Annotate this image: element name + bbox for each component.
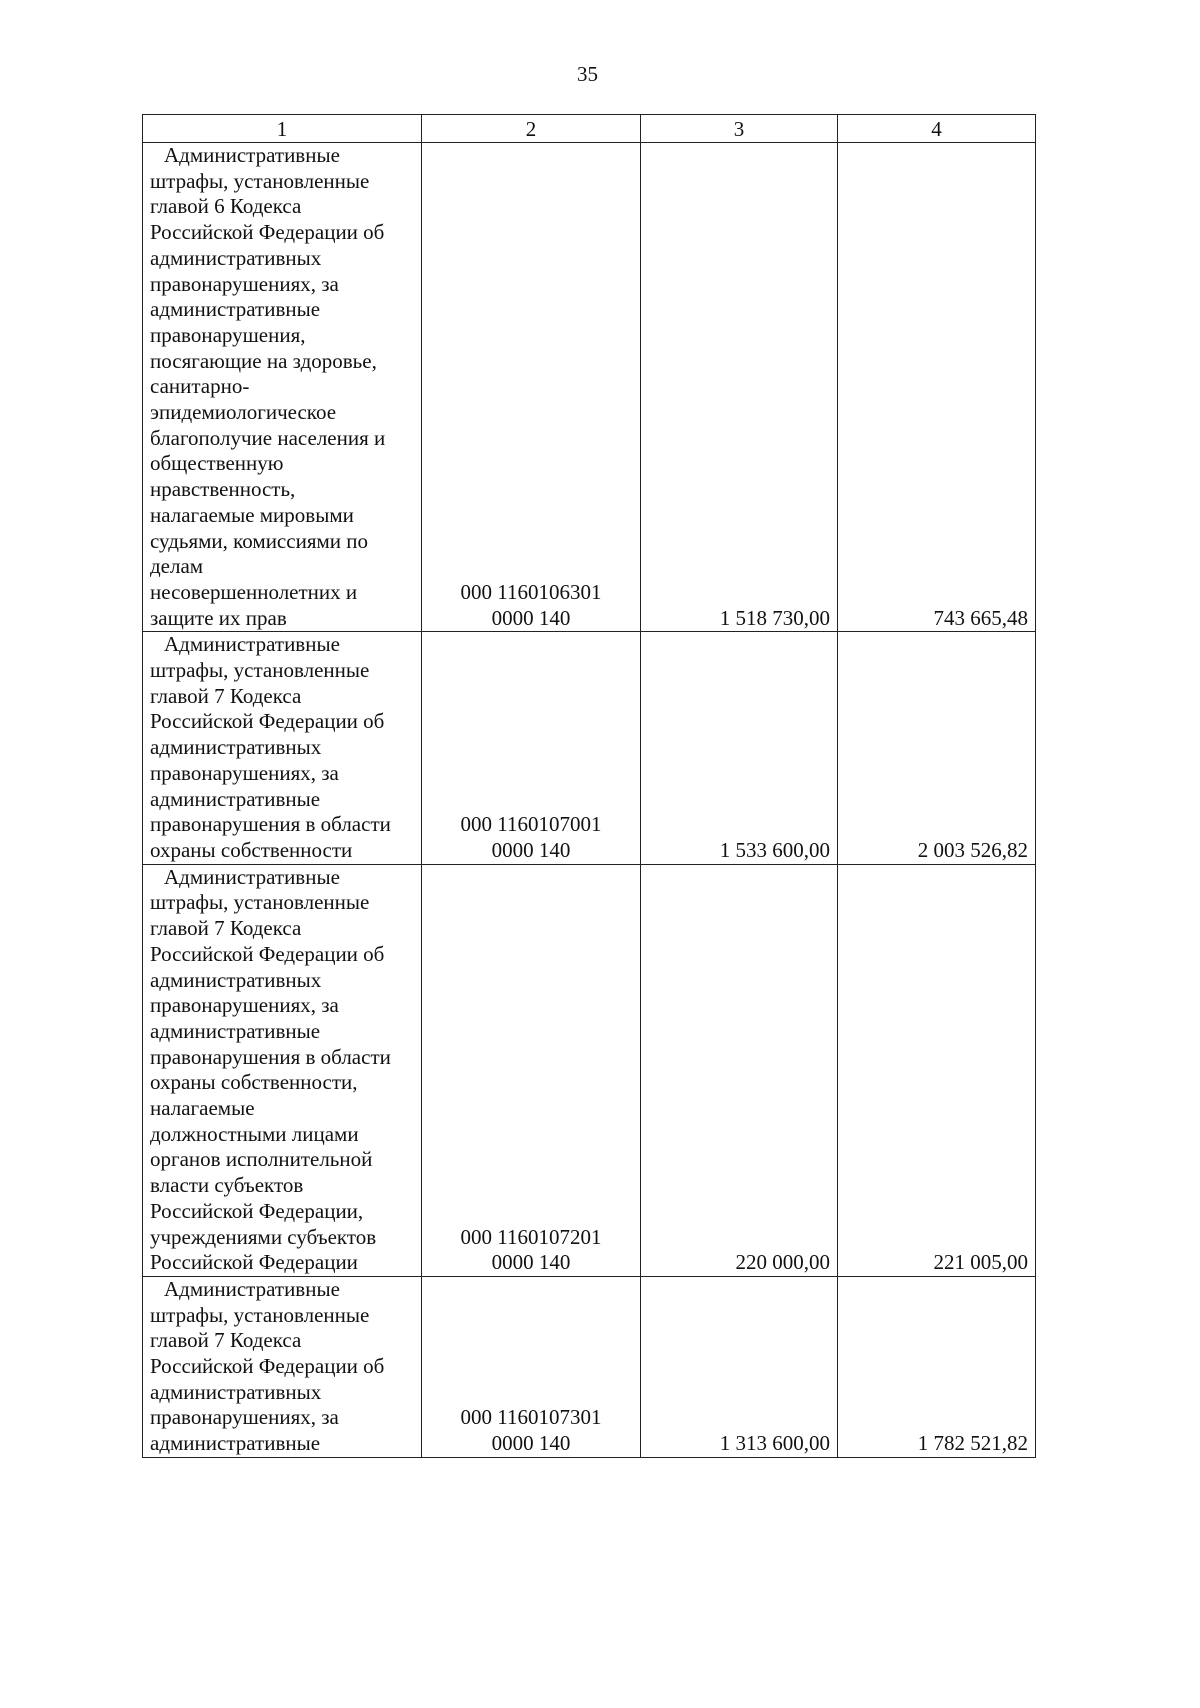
column-header-4: 4 (838, 115, 1036, 143)
revenue-name-line: Административные (164, 632, 340, 657)
revenue-name-line: главой 7 Кодекса (150, 916, 302, 941)
revenue-name-line: правонарушения в области (150, 812, 391, 837)
revenue-name-line: правонарушениях, за (150, 993, 339, 1018)
revenue-name-line: главой 7 Кодекса (150, 1328, 302, 1353)
revenue-name-line: правонарушения в области (150, 1044, 391, 1069)
budget-code-line: 0000 140 (491, 605, 571, 630)
revenue-name-line: штрафы, установленные (150, 1302, 370, 1327)
revenue-name-line: Российской Федерации об (150, 709, 385, 734)
revenue-name-line: налагаемые (150, 1096, 255, 1121)
revenue-name-line: органов исполнительной (150, 1147, 373, 1172)
amount-col4-cell: 743 665,48 (838, 143, 1036, 632)
revenue-name-line: Российской Федерации об (150, 1354, 385, 1379)
revenue-name-line: административных (150, 967, 322, 992)
budget-code-cell (422, 632, 641, 864)
revenue-name-line: благополучие населения и (150, 425, 386, 450)
revenue-name-line: охраны собственности (150, 837, 353, 862)
revenue-name-line: правонарушениях, за (150, 1405, 339, 1430)
revenue-table (142, 114, 1036, 1458)
table-row (143, 632, 1036, 864)
revenue-name-line: правонарушениях, за (150, 760, 339, 785)
budget-code-line: 000 1160106301 (460, 579, 602, 604)
revenue-name-cell (143, 143, 422, 632)
revenue-name-line: административные (150, 786, 321, 811)
revenue-name-line: административных (150, 245, 322, 270)
revenue-name-line: Российской Федерации об (150, 220, 385, 245)
revenue-name-line: посягающие на здоровье, (150, 348, 377, 373)
revenue-name-line: несовершеннолетних и (150, 579, 358, 604)
table-row (143, 143, 1036, 632)
revenue-name-line: административные (150, 1018, 321, 1043)
revenue-name-line: административные (150, 297, 321, 322)
column-header-1: 1 (143, 115, 422, 143)
budget-code-line: 0000 140 (491, 1250, 571, 1275)
revenue-name-cell (143, 1276, 422, 1457)
revenue-name-line: Административные (164, 864, 340, 889)
revenue-name-line: Российской Федерации, (150, 1198, 364, 1223)
budget-code-cell (422, 864, 641, 1276)
revenue-name-line: правонарушения, (150, 322, 306, 347)
table-row (143, 864, 1036, 1276)
revenue-name-line: Российской Федерации об (150, 941, 385, 966)
revenue-name-line: Административные (164, 143, 340, 167)
budget-code-line: 0000 140 (491, 1431, 571, 1456)
revenue-name-line: Административные (164, 1276, 340, 1301)
revenue-name-line: главой 6 Кодекса (150, 194, 302, 219)
budget-code-line: 000 1160107001 (460, 812, 602, 837)
table-header-row (143, 115, 1036, 143)
revenue-name-line: налагаемые мировыми (150, 502, 354, 527)
budget-code-line: 000 1160107301 (460, 1405, 602, 1430)
revenue-name-line: делам (150, 554, 204, 579)
revenue-name-line: правонарушениях, за (150, 271, 339, 296)
revenue-name-line: штрафы, установленные (150, 168, 370, 193)
revenue-name-line: главой 7 Кодекса (150, 683, 302, 708)
amount-col3-cell: 1 313 600,00 (641, 1276, 838, 1457)
revenue-name-line: должностными лицами (150, 1121, 359, 1146)
table-body (143, 143, 1036, 1458)
page-number: 35 (577, 62, 598, 86)
revenue-name-line: охраны собственности, (150, 1070, 358, 1095)
revenue-name-cell (143, 864, 422, 1276)
revenue-name-line: санитарно- (150, 374, 250, 399)
budget-code-line: 0000 140 (491, 837, 571, 862)
revenue-name-cell (143, 632, 422, 864)
revenue-name-line: учреждениями субъектов (150, 1224, 377, 1249)
revenue-name-line: общественную (150, 451, 284, 476)
revenue-name-line: судьями, комиссиями по (150, 528, 368, 553)
amount-col4-cell: 2 003 526,82 (838, 632, 1036, 864)
revenue-name-line: штрафы, установленные (150, 890, 370, 915)
amount-col4-cell: 221 005,00 (838, 864, 1036, 1276)
amount-col3-cell: 220 000,00 (641, 864, 838, 1276)
column-header-2: 2 (422, 115, 641, 143)
table-row (143, 1276, 1036, 1457)
revenue-name-line: защите их прав (150, 605, 287, 630)
budget-code-line: 000 1160107201 (460, 1224, 602, 1249)
column-header-3: 3 (641, 115, 838, 143)
budget-code-cell (422, 1276, 641, 1457)
revenue-name-line: штрафы, установленные (150, 658, 370, 683)
revenue-name-line: административные (150, 1431, 321, 1456)
amount-col4-cell: 1 782 521,82 (838, 1276, 1036, 1457)
budget-code-cell (422, 143, 641, 632)
revenue-name-line: эпидемиологическое (150, 400, 337, 425)
revenue-name-line: административных (150, 735, 322, 760)
revenue-name-line: власти субъектов (150, 1173, 304, 1198)
amount-col3-cell: 1 518 730,00 (641, 143, 838, 632)
amount-col3-cell: 1 533 600,00 (641, 632, 838, 864)
revenue-name-line: нравственность, (150, 477, 296, 502)
revenue-name-line: административных (150, 1379, 322, 1404)
revenue-name-line: Российской Федерации (150, 1250, 358, 1275)
